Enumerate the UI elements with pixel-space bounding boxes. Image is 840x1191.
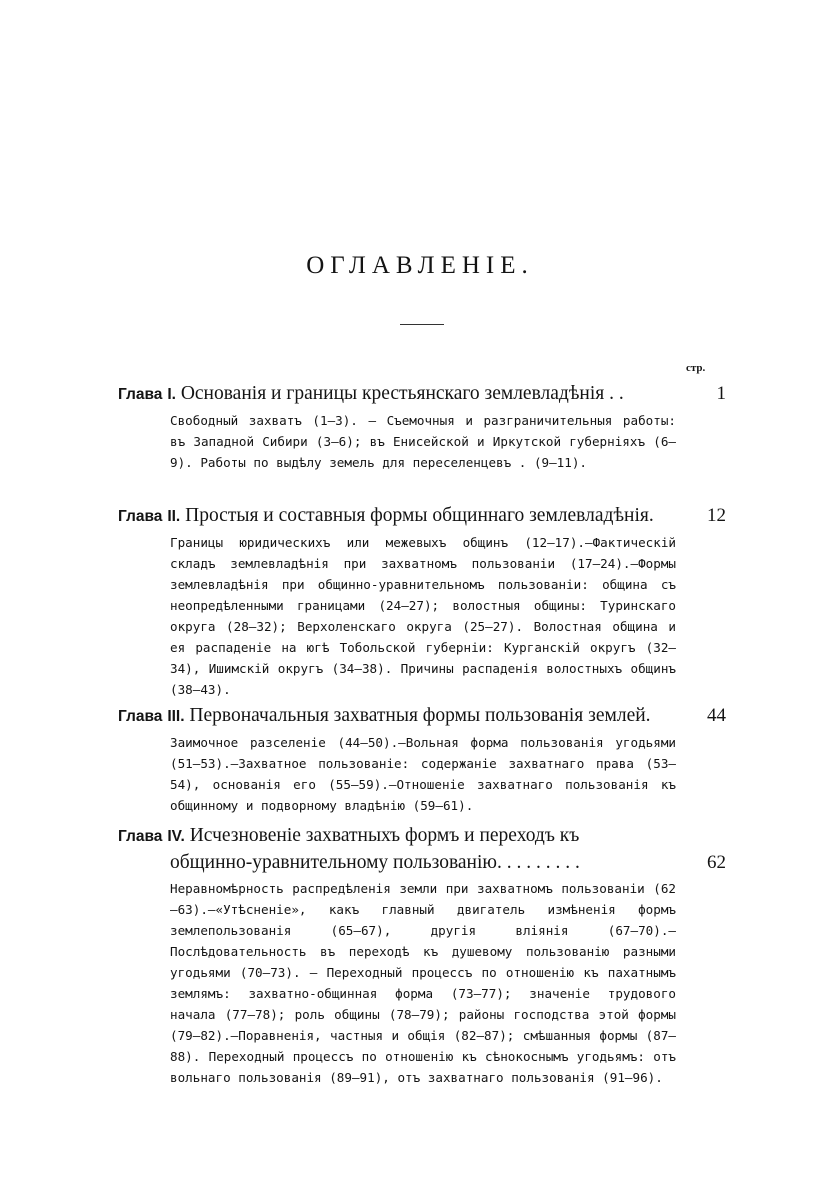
- chapter-1: [118, 382, 726, 473]
- chapter-label: Глава: [118, 508, 163, 525]
- chapter-number: III.: [167, 708, 185, 725]
- chapter-label: Глава: [118, 386, 163, 403]
- chapter-description: Заимочное разселеніе (44—50).—Вольная форма пользованія угодьями (51—53).—Захватное пользованіе: содержаніе захватнаго права (53—54), основанія его (55—59).—Отношеніе захватнаго пользованія къ общинному и подворному владѣнію (59—61).: [170, 735, 676, 813]
- chapter-3: [118, 704, 726, 816]
- chapter-3-heading: [118, 704, 726, 729]
- chapter-page-number: 44: [707, 705, 726, 726]
- chapter-1-heading: [118, 382, 726, 407]
- chapter-number: II.: [167, 508, 181, 525]
- chapter-2: [118, 504, 726, 700]
- chapter-title-continuation: общинно-уравнительному пользованію. . . . . . . . .: [170, 852, 580, 873]
- chapter-title: Основанія и границы крестьянскаго землевладѣнія . .: [180, 383, 624, 404]
- title-divider: [400, 324, 444, 325]
- chapter-4-heading-cont: [118, 851, 726, 875]
- chapter-label: Глава: [118, 828, 163, 845]
- chapter-4: [118, 824, 726, 1088]
- chapter-description: Свободный захватъ (1—3). — Съемочныя и разграничительныя работы: въ Западной Сибири (3—6); въ Енисейской и Иркутской губерніяхъ (6—9). Работы по выдѣлу земель для переселенцевъ . (9—11).: [170, 413, 676, 470]
- chapter-title: Исчезновеніе захватныхъ формъ и переходъ къ: [189, 825, 580, 846]
- chapter-number: IV.: [167, 828, 185, 845]
- chapter-title: Первоначальныя захватныя формы пользованія землей.: [189, 705, 651, 726]
- chapter-number: I.: [167, 386, 176, 403]
- chapter-title: Простыя и составныя формы общиннаго землевладѣнія.: [185, 505, 654, 526]
- chapter-description: Границы юридическихъ или межевыхъ общинъ (12—17).—Фактическій складъ землевладѣнія при захватномъ пользованіи (17—24).—Формы землевладѣнія при общинно-уравнительномъ пользованіи: община съ неопредѣленными границами (24—27); волостныя общины: Туринскаго округа (28—32); Верхоленскаго округа (25—27). Волостная община и ея распаденіе на югѣ Тобольской губерніи: Курганскій округъ (32—34), Ишимскій округъ (34—38). Причины распаденія волостныхъ общинъ (38—43).: [170, 535, 676, 697]
- chapter-4-heading: [118, 824, 726, 849]
- chapter-2-heading: [118, 504, 726, 529]
- chapter-description: Неравномѣрность распредѣленія земли при захватномъ пользованіи (62—63).—«Утѣсненіе», какъ главный двигатель измѣненія формъ землепользованія (65—67), другія вліянія (67—70).—Послѣдовательность въ переходѣ къ душевому пользованію разными угодьями (70—73). — Переходный процессъ по отношенію къ пахатнымъ землямъ: захватно-общинная форма (73—77); значеніе трудового начала (77—78); роль общины (78—79); районы господства этой формы (79—82).—Поравненія, частныя и общія (82—87); смѣшанныя формы (87—88). Переходный процессъ по отношенію къ сѣнокоснымъ угодьямъ: отъ вольнаго пользованія (89—91), отъ захватнаго пользованія (91—96).: [170, 881, 676, 1085]
- chapter-page-number: 1: [716, 383, 726, 404]
- page-column-label: стр.: [686, 362, 706, 374]
- chapter-page-number: 62: [707, 852, 726, 873]
- chapter-page-number: 12: [707, 505, 726, 526]
- page-title: ОГЛАВЛЕНІЕ.: [306, 252, 534, 279]
- chapter-label: Глава: [118, 708, 163, 725]
